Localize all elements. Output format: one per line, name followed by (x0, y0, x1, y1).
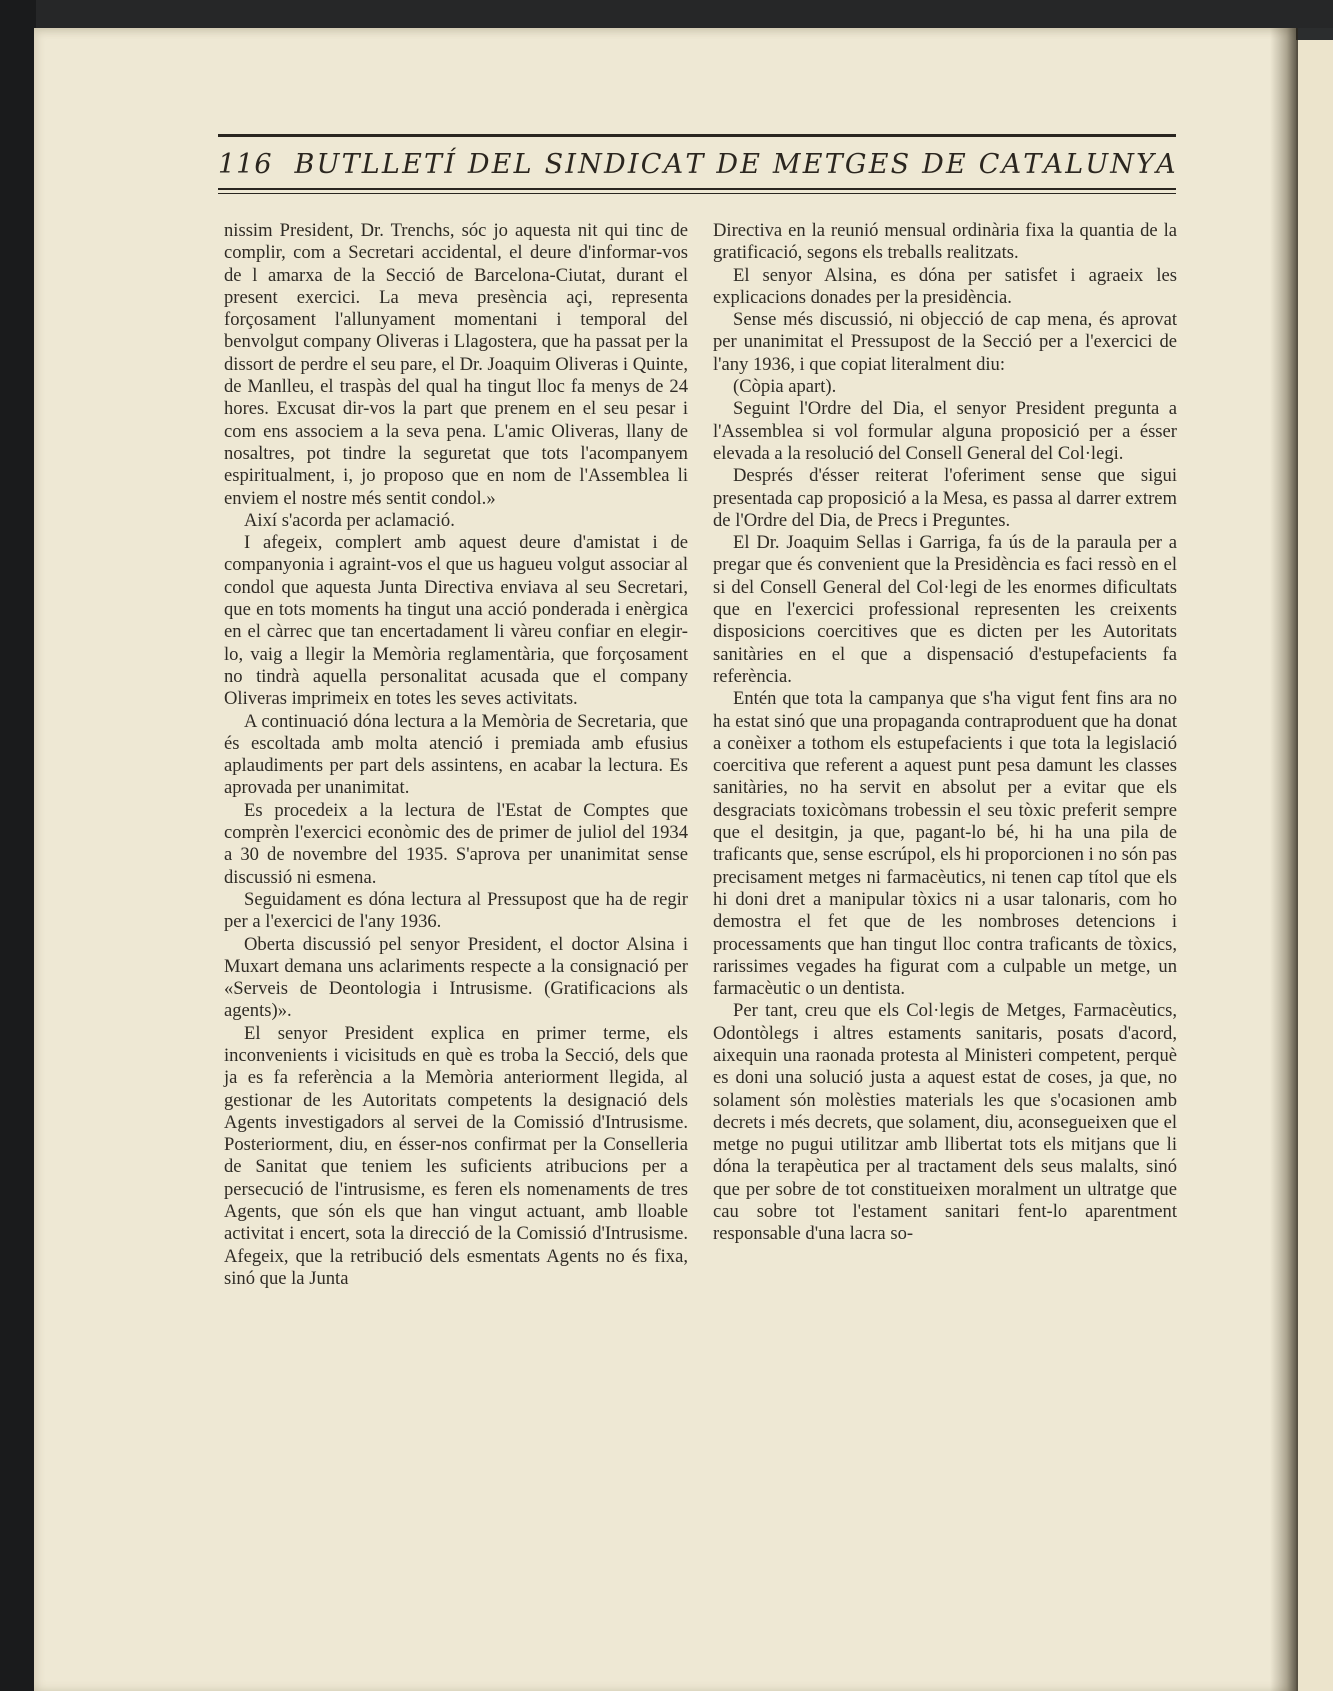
title-letter (911, 149, 920, 180)
title-letter (534, 149, 543, 180)
paragraph: Entén que tota la campanya que s'ha vigut fent fins ara no ha estat sinó que una propaganda contraproduent que ha donat a conèixer a tothom els estupefacients i que tota la legislació coercitiva que referent a aquest punt pesa damunt les classes sanitàries, no ha servit en absolut per a evitar que els desgraciats toxicòmans trobessin el seu tòxic preferit sempre que el desitgin, ja que, pagant-lo bé, hi ha una pila de traficants que, sense escrúpol, els hi proporcionen i no són pas precisament metges ni farmacèutics, ni tenen cap títol que els hi doni dret a manipular tòxics ni a usar talonaris, com ho demostra el fet que de les nombroses detencions i processaments que han tingut lloc contra traficants de tòxics, rarissimes vegades ha figurat com a culpable un metge, un farmacèutic o un dentista. (713, 688, 1177, 1000)
title-letter: A (1156, 148, 1176, 180)
title-letter: S (544, 148, 564, 180)
paragraph: I afegeix, complert amb aquest deure d'amistat i de companyonia i agraint-vos el que us hagueu volgut associar al condol que aquesta Junta Directiva enviava al seu Secretari, que en tots moments ha tingut una acció ponderada i enèrgica en el càrrec que tan encertadament li vàreu confiar en elegir-lo, vaig a llegir la Memòria reglamentària, que forçosament no tindrà aquella personalitat acusada que el company Oliveras imprimeix en totes les seves activitats. (224, 532, 688, 710)
journal-title (295, 149, 1176, 180)
paragraph: Sense més discussió, ni objecció de cap mena, és aprovat per unanimitat el Pressupost de la Secció per a l'exercici de l'any 1936, i que copiat literalment diu: (713, 309, 1177, 375)
title-letter: Í (444, 148, 455, 180)
title-letter: E (402, 148, 422, 180)
title-letter: U (316, 148, 340, 180)
title-letter: A (663, 148, 684, 180)
header-rule-bottom (218, 188, 1176, 190)
paragraph: Després d'ésser reiterat l'oferiment sense que sigui presentada cap proposició a la Mesa, es passa al darrer extrem de l'Ordre del Dia, de Precs i Preguntes. (713, 465, 1177, 531)
paragraph: Per tant, creu que els Col·legis de Metges, Farmacèutics, Odontòlegs i altres estaments sanitaris, posats d'acord, aixequin una raonada protesta al Ministeri competent, perquè es doni una solució justa a aquest estat de coses, ja que, no solament són molèsties materials les que s'ocasionen amb decrets i més decrets, que solament, diu, aconsegueixen que el metge no pugui utilitzar amb llibertat tots els mitjans que li dóna la terapèutica per al tractament dels seus malalts, sinó que per sobre de tot constitueixen moralment un ultratge que cau sobre tot l'estament sanitari fent-lo aparentment responsable d'una lacra so- (713, 1000, 1177, 1245)
title-letter: L (381, 148, 400, 180)
scan-background-top (0, 0, 1333, 28)
title-letter: L (1065, 148, 1084, 180)
title-letter: A (1043, 148, 1063, 180)
paragraph: Seguint l'Ordre del Dia, el senyor President pregunta a l'Assemblea si vol formular alguna proposició per a ésser elevada a la resolució del Consell General del Col·legi. (713, 398, 1177, 464)
paragraph: Directiva en la reunió mensual ordinària fixa la quantia de la gratificació, segons els treballs realitzats. (713, 220, 1177, 264)
title-letter: E (491, 148, 512, 180)
paragraph: nissim President, Dr. Trenchs, sóc jo aquesta nit qui tinc de complir, com a Secretari accidental, el deure d'informar-vos de l amarxa de la Secció de Barcelona-Ciutat, durant el present exercici. La meva presència açi, representa forçosament l'allunyament momentani i temporal del benvolgut company Oliveras i Llagostera, que ha passat per la dissort de perdre el seu pare, el Dr. Joaquim Oliveras i Quinte, de Manlleu, el traspàs del qual ha tingut lloc fa menys de 24 hores. Excusat dir-vos la part que prenem en el seu pesar i com ens associem a la seva pena. L'amic Oliveras, llany de nosaltres, pot tindre la seguretat que tots l'acompanyem espiritualment, i, jo proposo que en nom de l'Assemblea li enviem el nostre més sentit condol.» (224, 220, 688, 509)
paragraph: El senyor President explica en primer terme, els inconvenients i vicisituds en què es troba la Secció, dels que ja es fa referència a la Memòria anteriorment llegida, al gestionar de les Autoritats competents la designació dels Agents investigadors al servei de la Comissió d'Intrusisme. Posteriorment, diu, en ésser-nos confirmat per la Conselleria de Sanitat que teniem les suficients atribucions per a persecució de l'intrusisme, es feren els nomenaments de tres Agents, que són els que han vingut actuant, amb lloable activitat i encert, sota la direcció de la Comissió d'Intrusisme. Afegeix, que la retribució dels esmentats Agents no és fixa, sinó que la Junta (224, 1022, 688, 1289)
title-letter: T (341, 148, 360, 180)
title-letter: E (945, 148, 966, 180)
title-letter: I (627, 148, 639, 180)
paragraph: El Dr. Joaquim Sellas i Garriga, fa ús de la paraula per a pregar que és convenient que la Presidència es faci ressò en el si del Consell General del Col·legi de les enormes dificultats que en l'exercici professional representen les creixents disposicions coercitives que es dicten per les Autoritats sanitàries en el que a dispensació d'estupefacients fa referència. (713, 532, 1177, 687)
page-number: 116 (218, 148, 273, 180)
paragraph: Oberta discussió pel senyor President, el doctor Alsina i Muxart demana uns aclariments respecte a la consignació per «Serveis de Deontologia i Intrusisme. (Gratificacions als agents)». (224, 933, 688, 1022)
text-column-right (713, 220, 1177, 1246)
text-column-left (224, 220, 688, 1290)
paragraph: Així s'acorda per aclamació. (244, 509, 455, 531)
running-head (218, 146, 1176, 182)
title-letter: B (294, 148, 315, 180)
title-letter: A (1001, 148, 1022, 180)
title-letter: T (423, 148, 442, 180)
title-letter: E (740, 148, 760, 180)
title-letter: E (868, 148, 889, 180)
title-letter: S (890, 148, 910, 180)
paragraph: (Còpia apart). (733, 376, 837, 398)
title-letter: U (1085, 148, 1109, 180)
title-letter: D (922, 148, 944, 180)
header-rule-bottom-thin (218, 193, 1176, 194)
header-rule-top (218, 134, 1176, 137)
title-letter: N (1110, 148, 1134, 180)
title-letter (457, 149, 466, 180)
paragraph: A continuació dóna lectura a la Memòria de Secretaria, que és escoltada amb molta atenció i premiada amb efusius aplaudiments per part dels assintens, en acabar la lectura. Es aprovada per unanimitat. (224, 710, 688, 799)
title-letter: N (578, 148, 602, 180)
title-letter: D (716, 148, 738, 180)
title-letter: M (772, 148, 801, 180)
title-letter: E (802, 148, 823, 180)
title-letter (762, 149, 771, 180)
title-letter: Y (1136, 148, 1154, 180)
title-letter: L (361, 148, 380, 180)
adjacent-page-edge (1296, 40, 1333, 1691)
scan-background-left (0, 0, 36, 1691)
title-letter: T (824, 148, 843, 180)
paragraph: El senyor Alsina, es dóna per satisfet i agraeix les explicacions donades per la presidència. (713, 264, 1177, 308)
title-letter: D (467, 148, 490, 180)
title-letter: D (604, 148, 626, 180)
title-letter: I (565, 148, 576, 180)
title-letter: T (685, 148, 704, 180)
title-letter: C (640, 148, 662, 180)
title-letter: T (1023, 148, 1042, 180)
title-letter: C (978, 148, 1000, 180)
paragraph: Seguidament es dóna lectura al Pressupost que ha de regir per a l'exercici de l'any 1936. (224, 888, 688, 933)
paragraph: Es procedeix a la lectura de l'Estat de Comptes que comprèn l'exercici econòmic des de primer de juliol del 1934 a 30 de novembre del 1935. S'aprova per unanimitat sense discussió ni esmena. (224, 799, 688, 888)
title-letter (706, 149, 715, 180)
page-gutter-shadow (1270, 28, 1298, 1691)
title-letter: L (513, 148, 532, 180)
title-letter (968, 149, 977, 180)
title-letter: G (844, 148, 867, 180)
